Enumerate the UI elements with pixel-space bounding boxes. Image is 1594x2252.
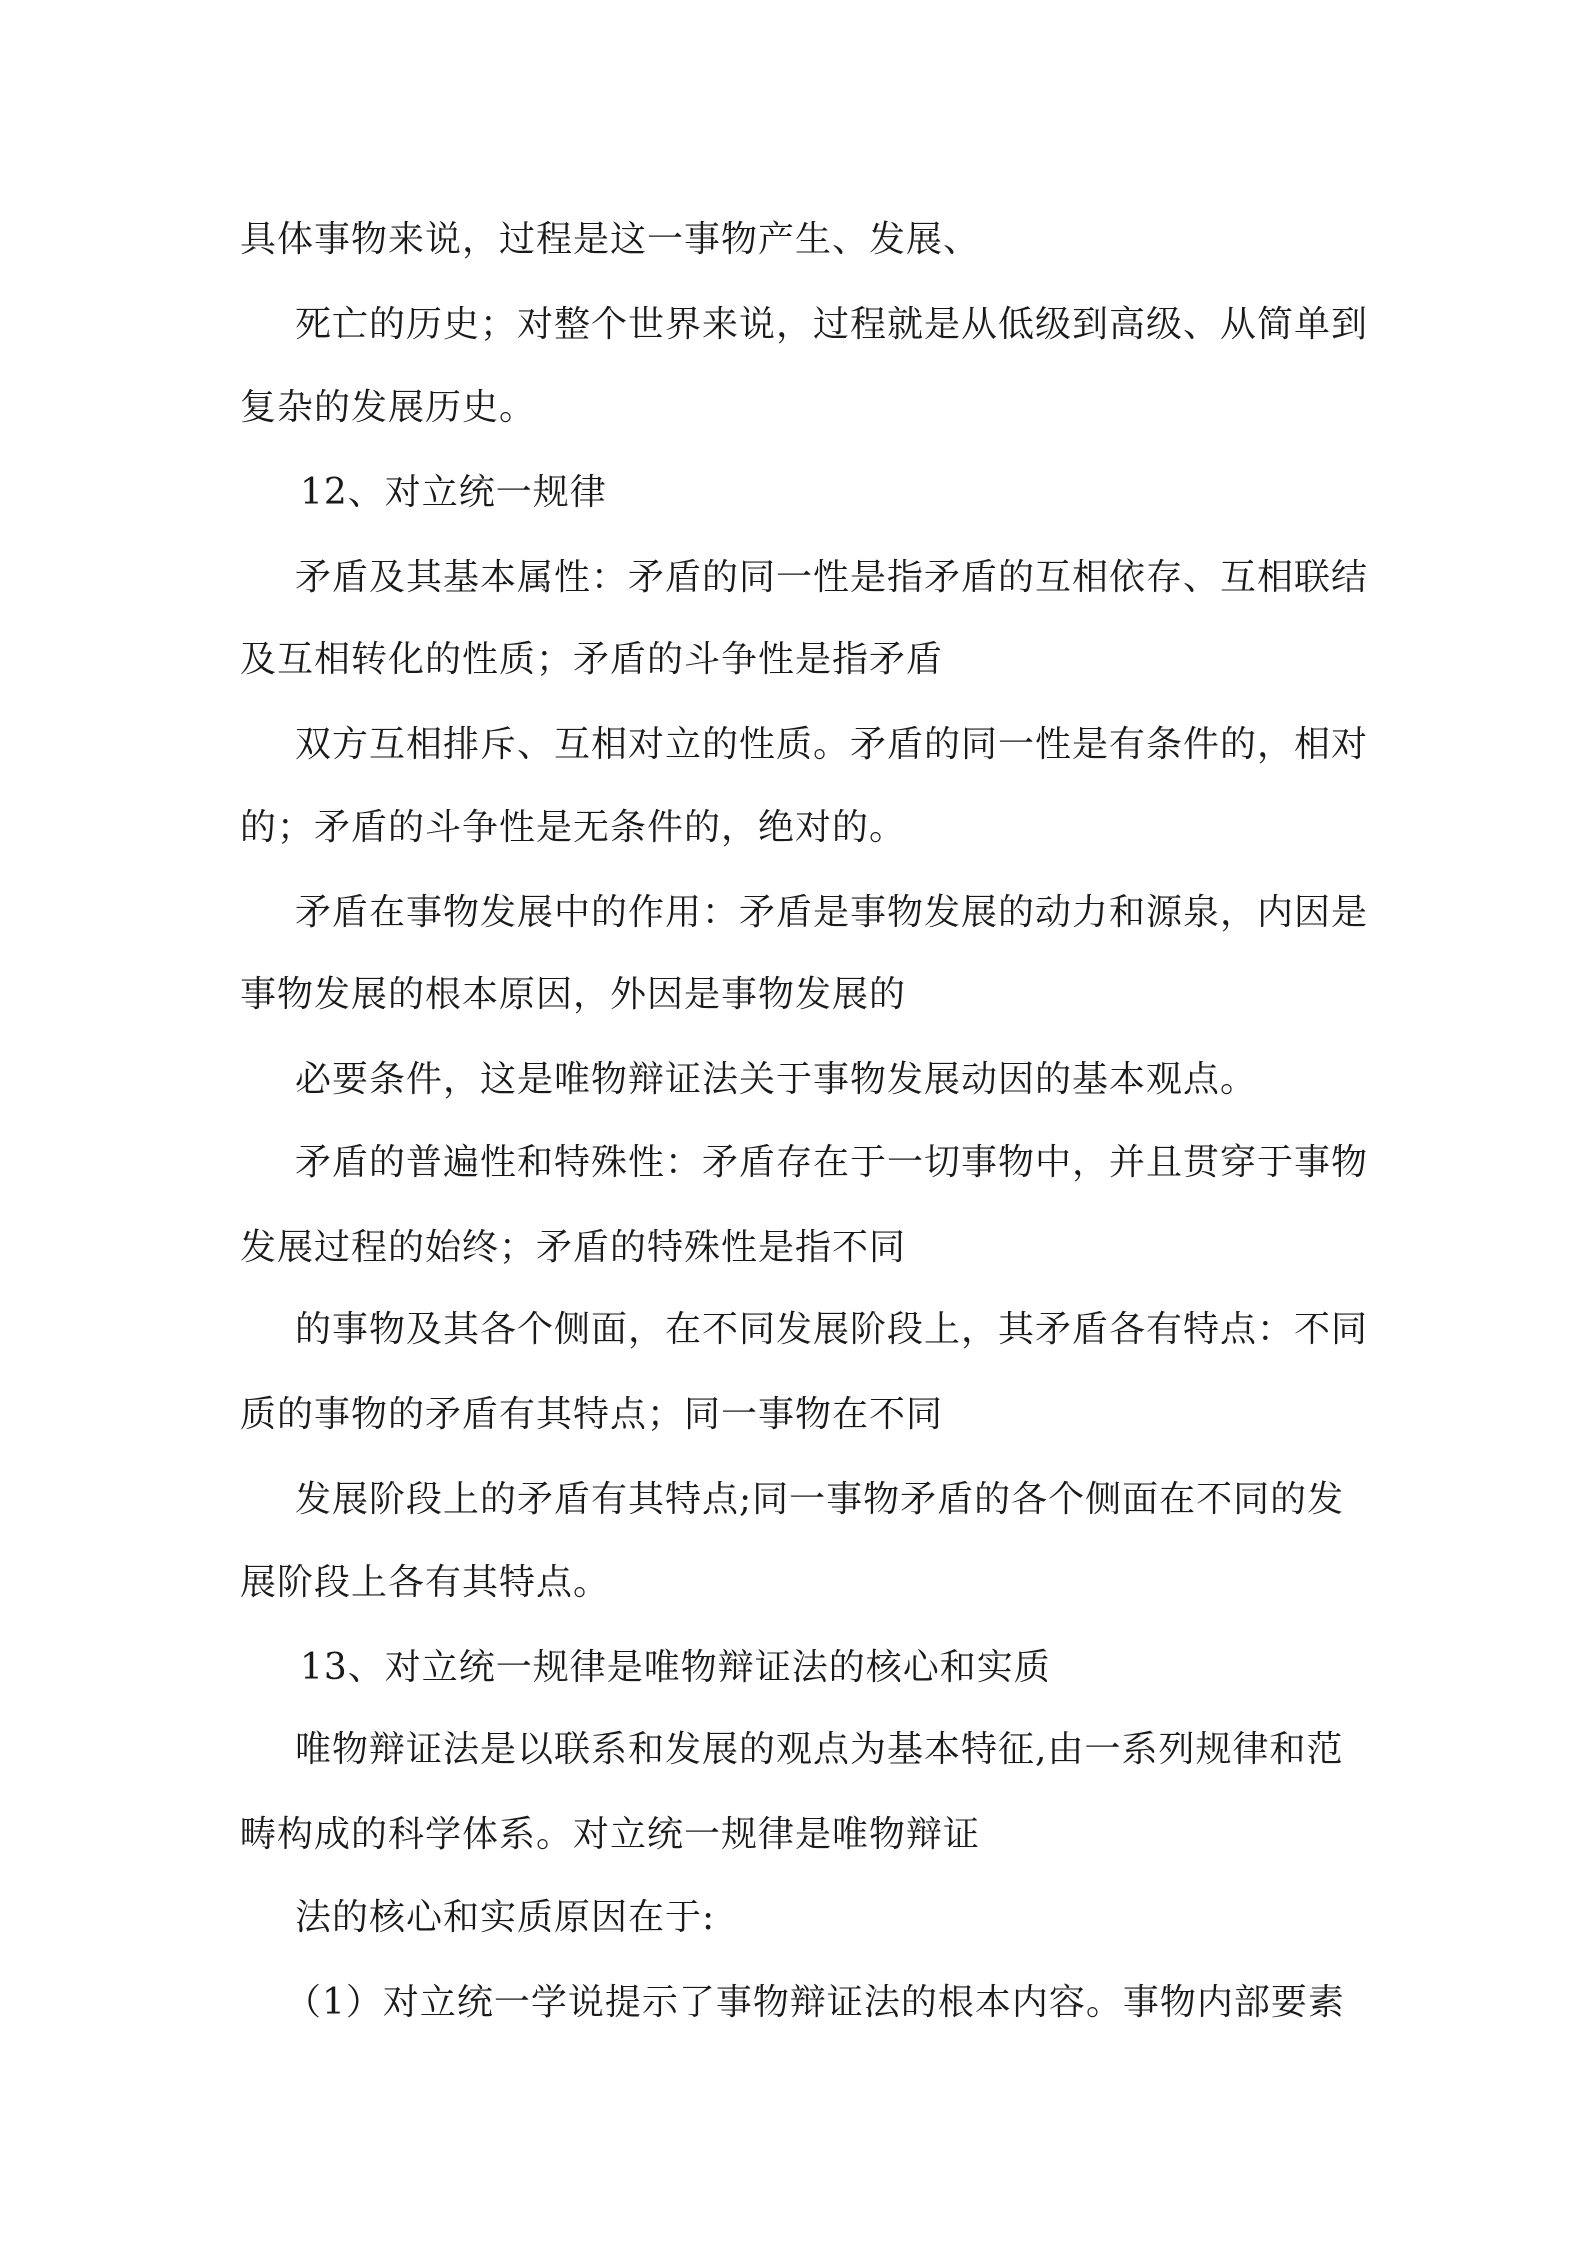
- text-line: 的；矛盾的斗争性是无条件的，绝对的。: [240, 807, 907, 848]
- text-line: 矛盾在事物发展中的作用：矛盾是事物发展的动力和源泉，内因是: [295, 892, 1369, 933]
- text-line: 发展阶段上的矛盾有其特点;同一事物矛盾的各个侧面在不同的发: [295, 1479, 1345, 1520]
- text-line: 矛盾及其基本属性：矛盾的同一性是指矛盾的互相依存、互相联结: [295, 557, 1369, 598]
- text-line: 展阶段上各有其特点。: [240, 1562, 611, 1603]
- text-line: 双方互相排斥、互相对立的性质。矛盾的同一性是有条件的，相对: [295, 724, 1369, 765]
- text-line: 畴构成的科学体系。对立统一规律是唯物辩证: [240, 1814, 981, 1855]
- text-line: 事物发展的根本原因，外因是事物发展的: [240, 974, 907, 1015]
- text-line: 必要条件，这是唯物辩证法关于事物发展动因的基本观点。: [295, 1059, 1258, 1100]
- text-line: （1）对立统一学说提示了事物辩证法的根本内容。事物内部要素: [285, 1982, 1345, 2023]
- text-line: 矛盾的普遍性和特殊性：矛盾存在于一切事物中，并且贯穿于事物: [295, 1142, 1369, 1183]
- text-line: 质的事物的矛盾有其特点；同一事物在不同: [240, 1394, 944, 1435]
- section-heading: 12、对立统一规律: [300, 472, 607, 513]
- section-heading: 13、对立统一规律是唯物辩证法的核心和实质: [300, 1647, 1051, 1688]
- text-line: 复杂的发展历史。: [240, 387, 537, 428]
- text-line: 的事物及其各个侧面，在不同发展阶段上，其矛盾各有特点：不同: [295, 1309, 1369, 1350]
- text-line: 及互相转化的性质；矛盾的斗争性是指矛盾: [240, 639, 944, 680]
- text-line: 具体事物来说，过程是这一事物产生、发展、: [240, 219, 981, 260]
- text-line: 死亡的历史；对整个世界来说，过程就是从低级到高级、从简单到: [295, 304, 1369, 345]
- text-line: 发展过程的始终；矛盾的特殊性是指不同: [240, 1227, 907, 1268]
- text-line: 法的核心和实质原因在于:: [295, 1897, 716, 1938]
- text-line: 唯物辩证法是以联系和发展的观点为基本特征,由一系列规律和范: [295, 1729, 1344, 1770]
